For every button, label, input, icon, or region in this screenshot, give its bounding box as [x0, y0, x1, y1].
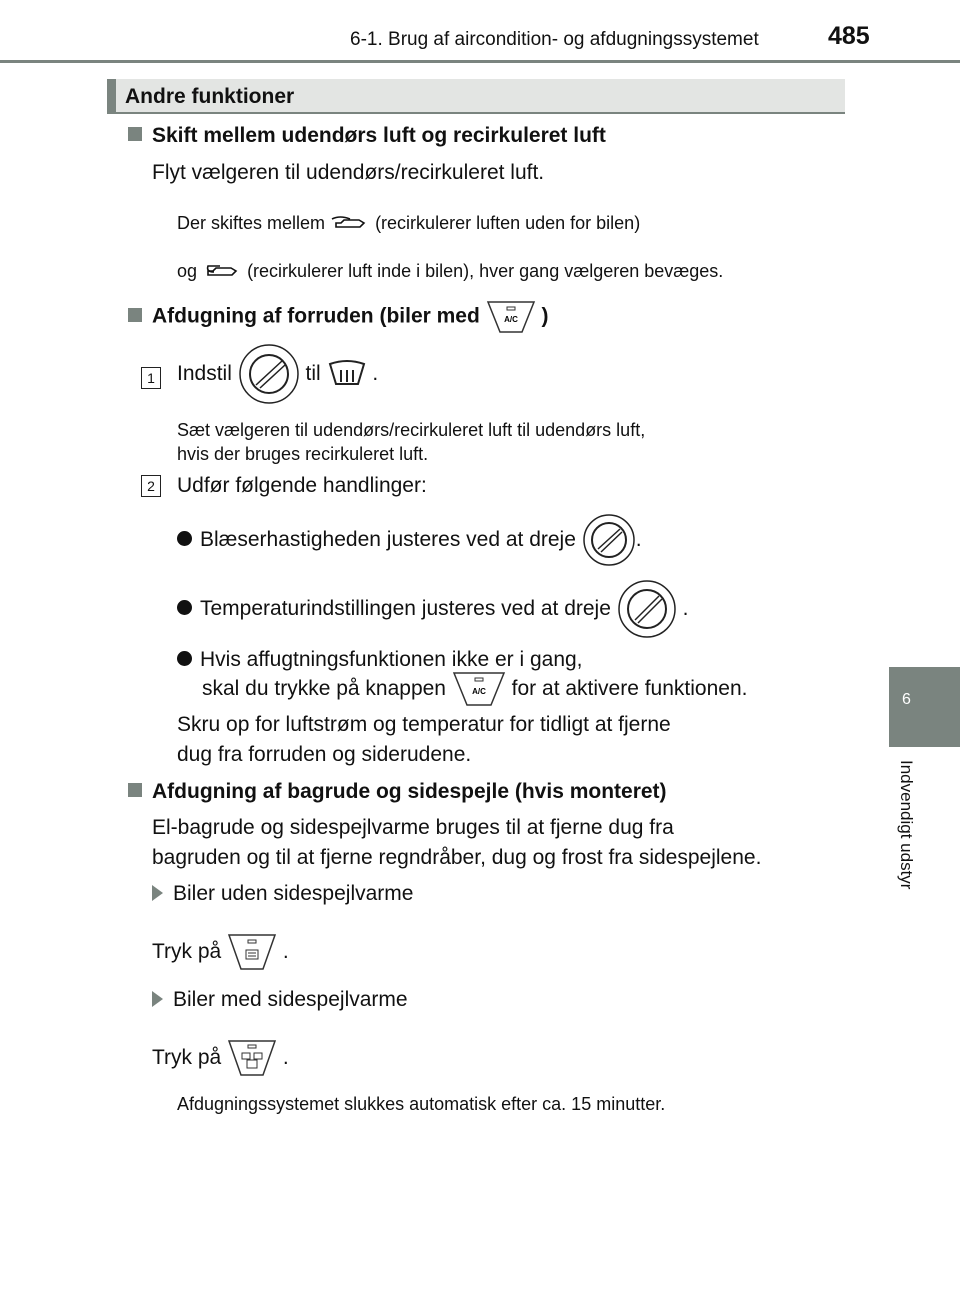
header-section-title: 6-1. Brug af aircondition- og afdugningssystemet [350, 29, 759, 50]
sub-with-mirror-heater: Biler med sidespejlvarme [152, 988, 408, 1012]
step-1-note-line1: Sæt vælgeren til udendørs/recirkuleret luft til udendørs luft, [177, 420, 646, 440]
bullet-fan-speed: Blæserhastigheden justeres ved at dreje . [177, 512, 642, 568]
bullet-dehumidify-line2: skal du trykke på knappen A/C for at aktivere funktionen. [202, 670, 747, 708]
step-1: Indstil til . [177, 342, 378, 406]
ac-button-icon [486, 300, 536, 334]
svg-text:A/C: A/C [471, 687, 486, 697]
sub-without-mirror-heater: Biler uden sidespejlvarme [152, 882, 413, 906]
auto-off-note: Afdugningssystemet slukkes automatisk efter ca. 15 minutter. [177, 1094, 666, 1114]
outside-air-icon [330, 214, 370, 234]
triangle-bullet-icon [152, 885, 163, 901]
temperature-dial-icon [617, 579, 677, 639]
note-outside-air: Der skiftes mellem (recirkulerer luften uden for bilen) [177, 213, 641, 233]
bullet-icon [177, 600, 192, 615]
rear-mirror-defogger-button-icon [227, 1039, 277, 1077]
tip-line2: dug fra forruden og siderudene. [177, 743, 472, 766]
fan-dial-icon [582, 513, 636, 567]
chapter-label: Indvendigt udstyr [897, 760, 916, 890]
note-recirculate: og (recirkulerer luft inde i bilen), hver gang vælgeren bevæges. [177, 261, 724, 281]
header-rule [0, 60, 960, 63]
heading-windshield-defog: Afdugning af forruden (biler med A/C ) [128, 300, 549, 334]
press-rear-defogger: Tryk på . [152, 932, 289, 972]
heading-rear-defog: Afdugning af bagrude og sidespejle (hvis monteret) [128, 780, 667, 804]
windshield-defrost-icon [327, 359, 367, 389]
step-1-note-line2: hvis der bruges recirkuleret luft. [177, 444, 429, 464]
triangle-bullet-icon [152, 991, 163, 1007]
bullet-icon [177, 531, 192, 546]
text: Flyt vælgeren til udendørs/recirkuleret luft. [152, 161, 545, 184]
page-number: 485 [828, 22, 870, 50]
heading-air-switch: Skift mellem udendørs luft og recirkuleret luft [128, 124, 606, 148]
recirculate-air-icon [202, 262, 242, 282]
step-number-1: 1 [141, 367, 161, 389]
square-bullet-icon [128, 127, 142, 141]
svg-text:A/C: A/C [503, 315, 518, 324]
rear-text-line2: bagruden og til at fjerne regndråber, dug og frost fra sidespejlene. [152, 846, 762, 869]
tip-line1: Skru op for luftstrøm og temperatur for tidligt at fjerne [177, 713, 671, 736]
press-rear-mirror-defogger: Tryk på . [152, 1038, 289, 1078]
square-bullet-icon [128, 783, 142, 797]
step-2: Udfør følgende handlinger: [177, 474, 427, 497]
bullet-temperature: Temperaturindstillingen justeres ved at dreje . [177, 578, 688, 640]
bullet-icon [177, 651, 192, 666]
square-bullet-icon [128, 308, 142, 322]
section-title-bar [107, 79, 845, 114]
mode-dial-icon [238, 343, 300, 405]
rear-text-line1: El-bagrude og sidespejlvarme bruges til at fjerne dug fra [152, 816, 674, 839]
chapter-tab[interactable] [889, 667, 960, 747]
ac-button-icon [452, 671, 506, 707]
rear-defogger-button-icon [227, 933, 277, 971]
chapter-number: 6 [902, 691, 911, 708]
step-number-2: 2 [141, 475, 161, 497]
section-title: Andre funktioner [125, 85, 295, 108]
bullet-dehumidify: Hvis affugtningsfunktionen ikke er i gang, [177, 648, 583, 672]
